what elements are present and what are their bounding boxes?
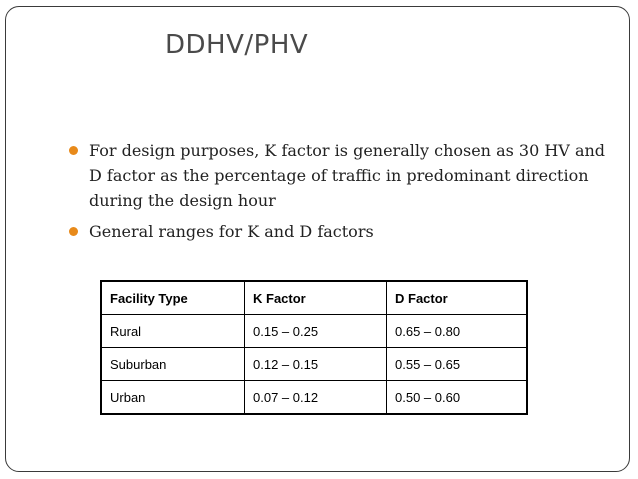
table-cell: Urban — [101, 381, 245, 415]
bullet-dot-icon — [69, 227, 78, 236]
slide-title: DDHV/PHV — [165, 30, 309, 60]
table-header-cell: K Factor — [245, 281, 387, 315]
table-header-row — [101, 281, 527, 315]
factor-table — [100, 280, 528, 415]
table-header-cell: D Factor — [387, 281, 528, 315]
bullet-list — [66, 138, 606, 250]
table-cell: 0.15 – 0.25 — [245, 315, 387, 348]
table-cell: Rural — [101, 315, 245, 348]
table-cell: 0.07 – 0.12 — [245, 381, 387, 415]
table-row — [101, 348, 527, 381]
table-cell: 0.55 – 0.65 — [387, 348, 528, 381]
table-cell: 0.65 – 0.80 — [387, 315, 528, 348]
table-row — [101, 315, 527, 348]
bullet-text: For design purposes, K factor is generally chosen as 30 HV and D factor as the percentage of traffic in predominant direction during the design hour — [89, 141, 606, 210]
bullet-dot-icon — [69, 146, 78, 155]
table-header-cell: Facility Type — [101, 281, 245, 315]
bullet-item-design-purposes — [66, 138, 606, 213]
table-cell: Suburban — [101, 348, 245, 381]
table-row — [101, 381, 527, 415]
bullet-item-general-ranges — [66, 219, 606, 244]
bullet-text: General ranges for K and D factors — [89, 222, 374, 241]
table-cell: 0.12 – 0.15 — [245, 348, 387, 381]
table-cell: 0.50 – 0.60 — [387, 381, 528, 415]
